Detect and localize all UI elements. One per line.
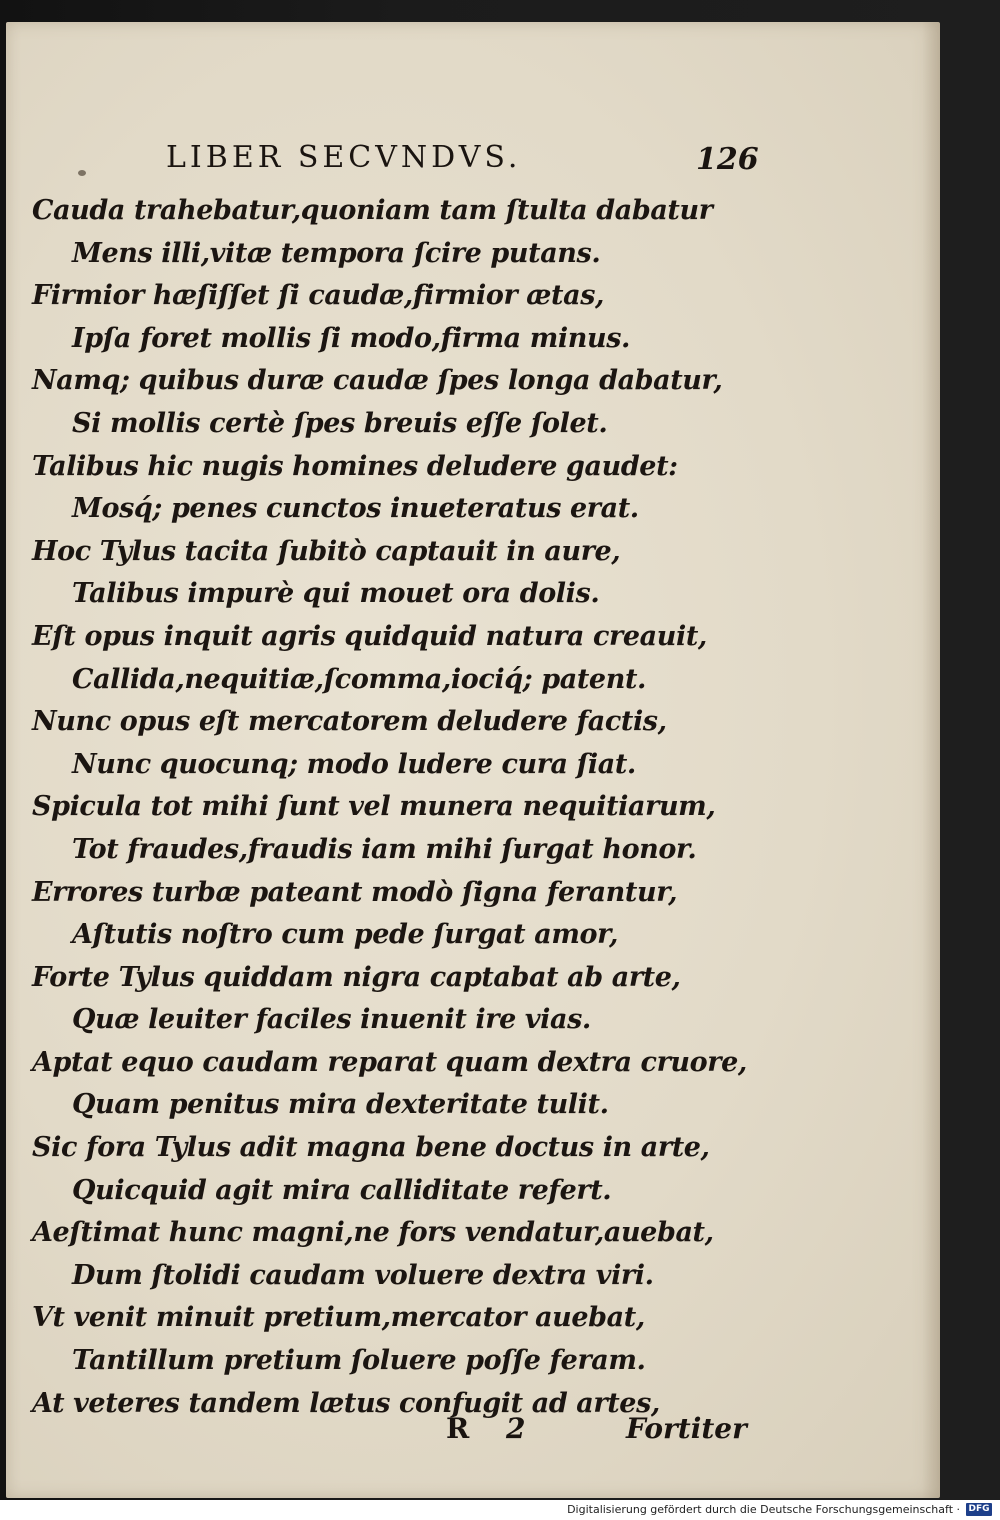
verse-line: Callida,nequitiæ,ſcomma,iociq́; patent. (72, 663, 647, 695)
verse-line: Aptat equo caudam reparat quam dextra cruore, (32, 1046, 747, 1078)
verse-line: Hoc Tylus tacita ſubitò captauit in aure, (32, 535, 621, 567)
verse-text (6, 190, 926, 1425)
verse-line: Quam penitus mira dexteritate tulit. (72, 1089, 609, 1121)
verse-line: At veteres tandem lætus confugit ad artes, (32, 1387, 660, 1419)
verse-line: Cauda trahebatur,quoniam tam ſtulta dabatur (32, 195, 713, 226)
verse-line: Eſt opus inquit agris quidquid natura creauit, (32, 620, 707, 652)
verse-line: Tot fraudes,fraudis iam mihi ſurgat honor. (72, 833, 697, 865)
verse-line: Sic fora Tylus adit magna bene doctus in arte, (32, 1132, 710, 1164)
digitization-footer (0, 1500, 1000, 1520)
verse-line: Ipſa foret mollis ſi modo,firma minus. (72, 322, 631, 354)
verse-line: Errores turbæ pateant modò ſigna ferantur, (32, 876, 678, 908)
verse-line: Spicula tot mihi ſunt vel munera nequitiarum, (32, 791, 716, 823)
verse-line: Talibus hic nugis homines deludere gaudet: (32, 450, 678, 482)
verse-line: Aſtutis noſtro cum pede ſurgat amor, (72, 919, 618, 951)
signature-number: 2 (506, 1412, 526, 1445)
signature-letter: R (446, 1412, 470, 1445)
verse-line: Mens illi,vitæ tempora ſcire putans. (72, 237, 601, 269)
verse-line: Firmior hæſiſſet ſi caudæ,firmior ætas, (32, 280, 604, 312)
verse-line: Namq; quibus duræ caudæ ſpes longa dabatur, (32, 365, 723, 397)
verse-line: Nunc quocunq; modo ludere cura ſiat. (72, 748, 636, 780)
verse-line: Talibus impurè qui mouet ora dolis. (72, 578, 600, 610)
dfg-logo-icon: DFG (966, 1503, 992, 1516)
verse-line: Dum ſtolidi caudam voluere dextra viri. (72, 1259, 654, 1291)
verse-line: Forte Tylus quiddam nigra captabat ab arte, (32, 961, 681, 993)
verse-line: Quæ leuiter faciles inuenit ire vias. (72, 1004, 591, 1036)
verse-line: Quicquid agit mira calliditate refert. (72, 1174, 612, 1206)
verse-line: Tantillum pretium ſoluere poſſe feram. (72, 1345, 646, 1377)
catchword: Fortiter (626, 1412, 747, 1445)
verse-line: Mosq́; penes cunctos inueteratus erat. (72, 493, 639, 525)
verse-line: Vt venit minuit pretium,mercator auebat, (32, 1302, 645, 1334)
running-head: LIBER SECVNDVS. (166, 140, 522, 175)
digitization-credit: Digitalisierung gefördert durch die Deutsche Forschungsgemeinschaft · (567, 1503, 960, 1516)
verse-line: Si mollis certè ſpes breuis eſſe ſolet. (72, 407, 608, 439)
page-number: 126 (696, 142, 759, 177)
book-page (6, 22, 940, 1498)
verse-line: Nunc opus eſt mercatorem deludere factis, (32, 706, 667, 738)
verse-line: Aeſtimat hunc magni,ne fors vendatur,auebat, (32, 1217, 714, 1249)
ink-speck (78, 170, 86, 176)
